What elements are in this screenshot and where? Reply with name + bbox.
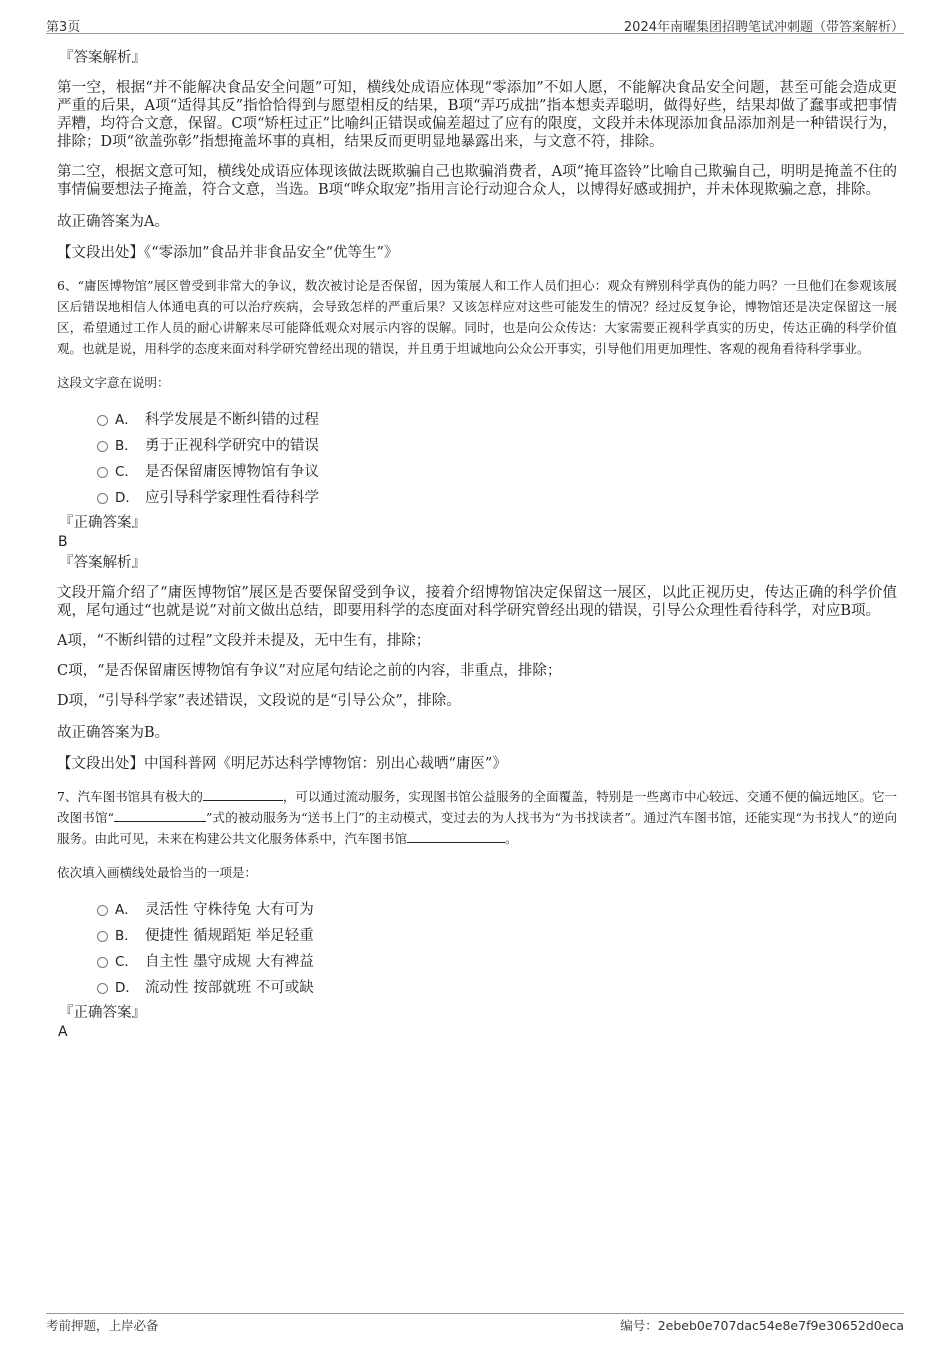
radio-icon[interactable] (97, 415, 108, 426)
q7-text-part2: ，可以通过流动服务，实现图书馆公益服务的全面覆盖，特别是一些离市中心较远、交通不便的偏远地区。它一改图书馆“ (57, 789, 897, 825)
q6-a-note: A项，“不断纠错的过程”文段并未提及，无中生有，排除； (57, 633, 431, 649)
q6-analysis: 文段开篇介绍了“庸医博物馆”展区是否要保留受到争议，接着介绍博物馆决定保留这一展区，以此正视历史，传达正确的科学价值观，尾句通过“也就是说”对前文做出总结，即要用科学的态度面对科学研究曾经出现的错误，引导公众理性看待科学，对应B项。 (57, 585, 897, 619)
q6-options (97, 405, 897, 509)
option-text: 应引导科学家理性看待科学 (145, 489, 319, 506)
q6-option-c[interactable] (97, 457, 897, 483)
footer-slogan: 考前押题，上岸必备 (46, 1318, 159, 1333)
option-letter: A． (115, 412, 138, 428)
q6-c-note: C项，“是否保留庸医博物馆有争议”对应尾句结论之前的内容，非重点，排除； (57, 663, 562, 679)
q6-source: 【文段出处】中国科普网《明尼苏达科学博物馆：别出心裁晒“庸医”》 (57, 756, 507, 772)
blank-1 (203, 789, 283, 801)
document-title: 2024年南曜集团招聘笔试冲刺题（带答案解析） (623, 20, 904, 35)
q7-answer-label: 『正确答案』 (59, 1005, 146, 1021)
option-text: 是否保留庸医博物馆有争议 (145, 463, 319, 480)
q7-option-b[interactable] (97, 921, 897, 947)
page-header (46, 14, 904, 34)
option-letter: A． (115, 902, 138, 918)
radio-icon[interactable] (97, 493, 108, 504)
q7-prompt: 依次填入画横线处最恰当的一项是： (57, 865, 258, 880)
q6-option-a[interactable] (97, 405, 897, 431)
page-footer (46, 1313, 904, 1335)
q5-analysis-label: 『答案解析』 (59, 50, 146, 66)
q6-answer: B (58, 534, 68, 550)
q7-option-a[interactable] (97, 895, 897, 921)
option-text: 科学发展是不断纠错的过程 (145, 411, 319, 428)
q6-option-d[interactable] (97, 483, 897, 509)
q7-question-text (57, 786, 897, 849)
q6-answer-label: 『正确答案』 (59, 515, 146, 531)
q7-text-part3: ”式的被动服务为“送书上门”的主动模式，变过去的为人找书为“为书找读者”。通过汽车图书馆，还能实现“为书找人”的逆向服务。由此可见，未来在构建公共文化服务体系中，汽车图书馆 (57, 810, 897, 846)
option-letter: B． (115, 928, 138, 944)
main-content (57, 48, 897, 1041)
blank-3 (407, 831, 505, 843)
option-letter: D． (115, 980, 139, 996)
q7-options (97, 895, 897, 999)
q5-analysis-p1: 第一空，根据“并不能解决食品安全问题”可知，横线处成语应体现“零添加”不如人愿，不能解决食品安全问题，甚至可能会造成更严重的后果，A项“适得其反”指恰恰得到与愿望相反的结果，B项“弄巧成拙”指本想卖弄聪明，做得好些，结果却做了蠢事或把事情弄糟，均符合文意，保留。C项“矫枉过正”比喻纠正错误或偏差超过了应有的限度，文段并未体现添加食品添加剂是一种错误行为，排除；D项“欲盖弥彰”指想掩盖坏事的真相，结果反而更明显地暴露出来，与文意不符，排除。 (57, 80, 897, 150)
blank-2 (114, 810, 206, 822)
q6-analysis-label: 『答案解析』 (59, 555, 146, 571)
radio-icon[interactable] (97, 957, 108, 968)
document-id: 编号：2ebeb0e707dac54e8e7f9e30652d0eca (620, 1318, 904, 1333)
q7-text-part1: 7、汽车图书馆具有极大的 (57, 789, 203, 804)
q7-option-d[interactable] (97, 973, 897, 999)
radio-icon[interactable] (97, 441, 108, 452)
q5-source: 【文段出处】《“零添加”食品并非食品安全“优等生”》 (57, 245, 399, 261)
option-text: 自主性 墨守成规 大有裨益 (145, 953, 314, 970)
option-text: 流动性 按部就班 不可或缺 (145, 979, 314, 996)
q6-option-b[interactable] (97, 431, 897, 457)
q5-conclusion: 故正确答案为A。 (57, 214, 169, 230)
option-letter: D． (115, 490, 139, 506)
q6-d-note: D项，“引导科学家”表述错误，文段说的是“引导公众”，排除。 (57, 693, 461, 709)
q6-prompt: 这段文字意在说明： (57, 375, 170, 390)
option-letter: C． (115, 954, 138, 970)
option-letter: B． (115, 438, 138, 454)
q6-conclusion: 故正确答案为B。 (57, 725, 170, 741)
option-letter: C． (115, 464, 138, 480)
page-number: 第3页 (46, 20, 81, 35)
radio-icon[interactable] (97, 467, 108, 478)
q7-answer: A (58, 1024, 68, 1040)
radio-icon[interactable] (97, 905, 108, 916)
option-text: 灵活性 守株待兔 大有可为 (145, 901, 314, 918)
q5-analysis-p2: 第二空，根据文意可知，横线处成语应体现该做法既欺骗自己也欺骗消费者，A项“掩耳盗铃”比喻自己欺骗自己，明明是掩盖不住的事情偏要想法子掩盖，符合文意，当选。B项“哗众取宠”指用言论行动迎合众人，以博得好感或拥护，并未体现欺骗之意，排除。 (57, 164, 897, 198)
q7-option-c[interactable] (97, 947, 897, 973)
option-text: 便捷性 循规蹈矩 举足轻重 (145, 927, 314, 944)
q6-question-text: 6、“庸医博物馆”展区曾受到非常大的争议，数次被讨论是否保留，因为策展人和工作人员们担心：观众有辨别科学真伪的能力吗？一旦他们在参观该展区后错误地相信人体通电真的可以治疗疾病，会导致怎样的严重后果？又该怎样应对这些可能发生的情况？经过反复争论，博物馆还是决定保留这一展区，希望通过工作人员的耐心讲解来尽可能降低观众对展示内容的误解。同时，也是向公众传达：大家需要正视科学真实的历史，传达正确的科学价值观。也就是说，用科学的态度来面对科学研究曾经出现的错误，并且勇于坦诚地向公众公开事实，引导他们用更加理性、客观的视角看待科学事业。 (57, 278, 897, 356)
radio-icon[interactable] (97, 931, 108, 942)
q7-text-part4: 。 (505, 831, 518, 846)
option-text: 勇于正视科学研究中的错误 (145, 437, 319, 454)
radio-icon[interactable] (97, 983, 108, 994)
